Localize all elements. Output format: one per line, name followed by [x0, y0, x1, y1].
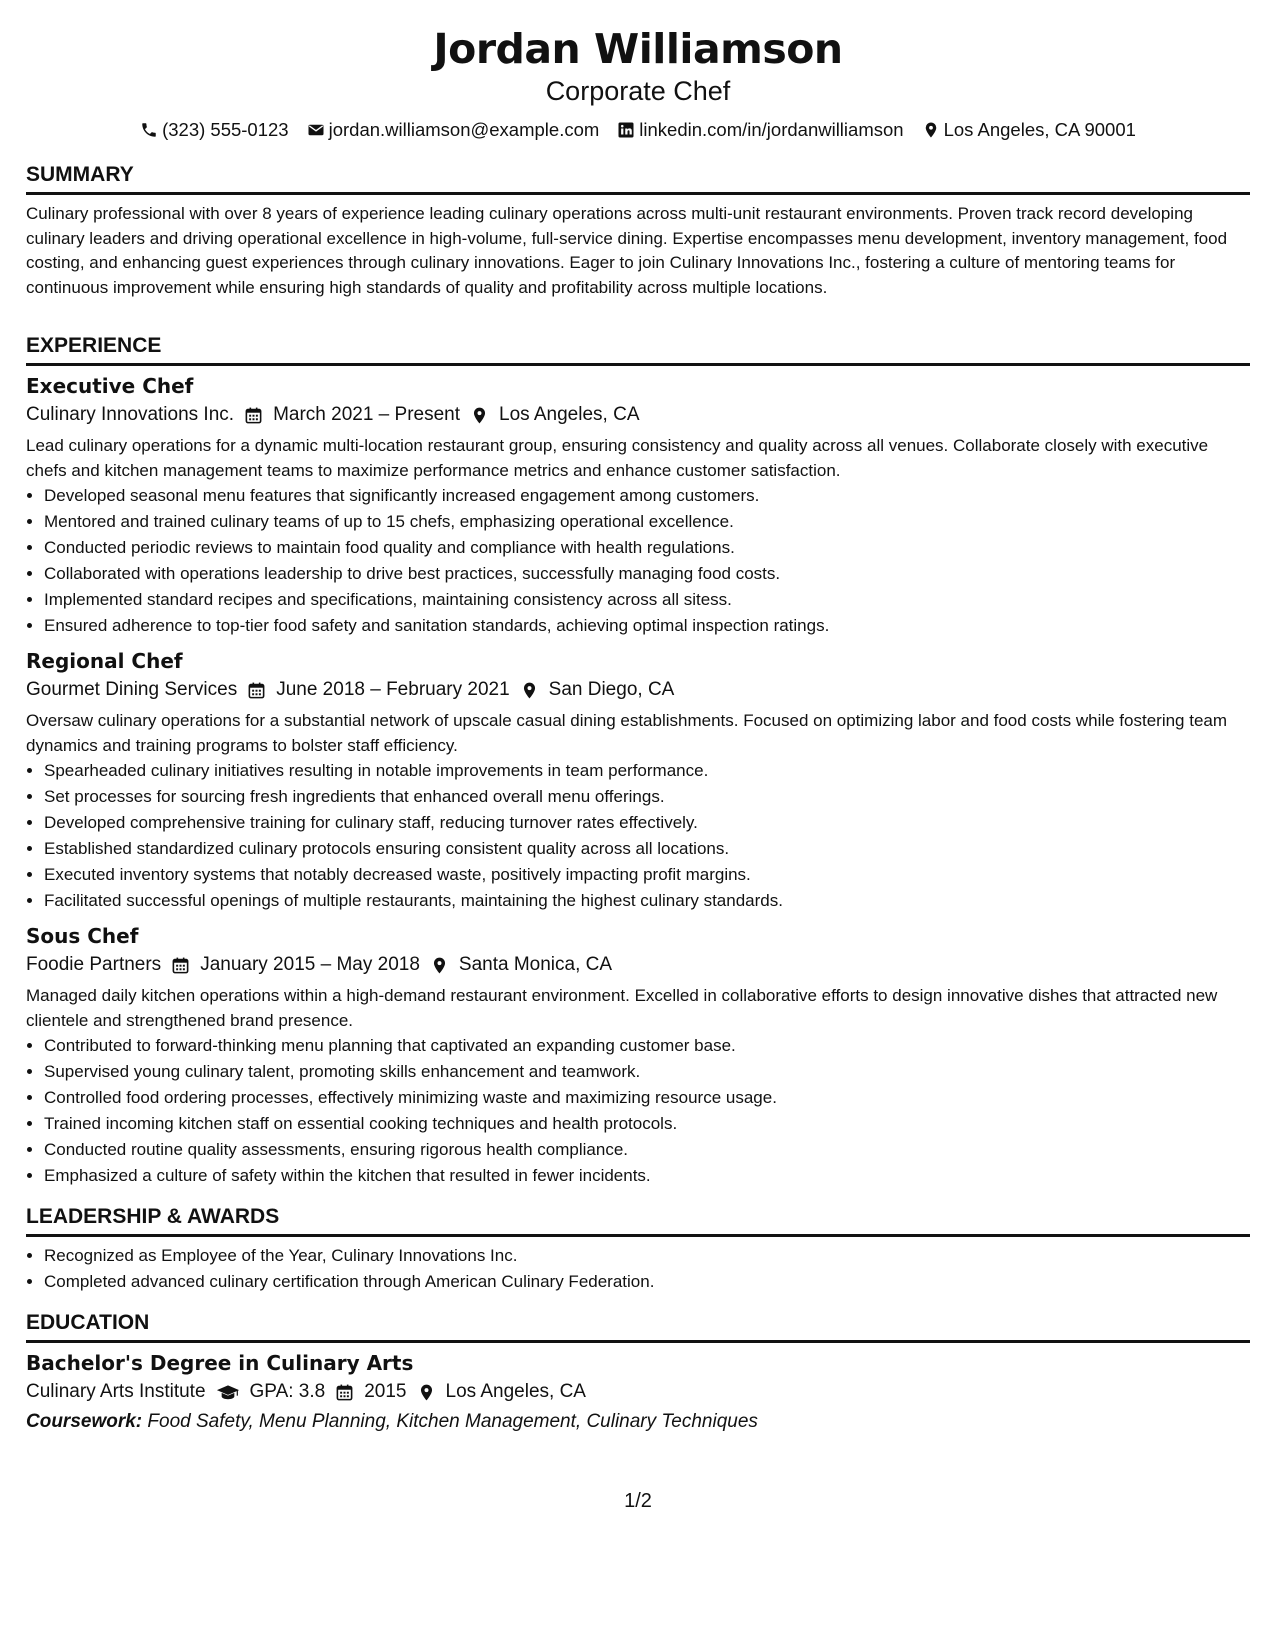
job-company: Gourmet Dining Services: [26, 679, 238, 700]
list-item: • Developed comprehensive training for culinary staff, reducing turnover rates effectively.: [44, 810, 1250, 836]
job-dates: January 2015 – May 2018: [200, 954, 420, 975]
linkedin-text[interactable]: linkedin.com/in/jordanwilliamson: [639, 119, 904, 140]
linkedin-icon: [617, 121, 635, 139]
job-dates: June 2018 – February 2021: [276, 679, 510, 700]
list-item: • Established standardized culinary protocols ensuring consistent quality across all locations.: [44, 836, 1250, 862]
section-title-leadership: LEADERSHIP & AWARDS: [26, 1204, 1250, 1237]
graduation-year: 2015: [364, 1381, 407, 1402]
job-description: Managed daily kitchen operations within a high-demand restaurant environment. Excelled in collaborative efforts to design innovative dishes that attracted new clientele and strengthened brand presence.: [26, 986, 1218, 1030]
list-item: • Implemented standard recipes and specifications, maintaining consistency across all sitess.: [44, 587, 1250, 613]
job-location: San Diego, CA: [548, 679, 675, 700]
candidate-title: Corporate Chef: [545, 76, 731, 106]
degree-title: Bachelor's Degree in Culinary Arts: [26, 1351, 414, 1375]
job-bullets: [26, 1033, 1250, 1189]
list-item: • Trained incoming kitchen staff on essential cooking techniques and health protocols.: [44, 1111, 1250, 1137]
job-location: Santa Monica, CA: [458, 954, 613, 975]
list-item: • Executed inventory systems that notably decreased waste, positively impacting profit margins.: [44, 862, 1250, 888]
contact-location: [922, 118, 1136, 142]
list-item: • Supervised young culinary talent, promoting skills enhancement and teamwork.: [44, 1059, 1250, 1085]
coursework-list: Food Safety, Menu Planning, Kitchen Management, Culinary Techniques: [147, 1411, 758, 1432]
contact-line: [26, 118, 1250, 142]
section-title-experience: EXPERIENCE: [26, 333, 1250, 366]
coursework: [26, 1407, 1250, 1437]
school-location: Los Angeles, CA: [445, 1381, 586, 1402]
location-pin-icon: [922, 121, 940, 139]
list-item: • Ensured adherence to top-tier food safety and sanitation standards, achieving optimal inspection ratings.: [44, 613, 1250, 639]
job-dates: March 2021 – Present: [273, 404, 461, 425]
list-item: • Conducted periodic reviews to maintain food quality and compliance with health regulations.: [44, 535, 1250, 561]
calendar-icon: [247, 681, 266, 700]
list-item: • Mentored and trained culinary teams of up to 15 chefs, emphasizing operational excellence.: [44, 509, 1250, 535]
job-location: Los Angeles, CA: [499, 404, 640, 425]
graduation-cap-icon: [216, 1383, 240, 1402]
location-pin-icon: [520, 681, 539, 700]
list-item: • Completed advanced culinary certification through American Culinary Federation.: [44, 1269, 1250, 1295]
candidate-name: Jordan Williamson: [433, 25, 843, 73]
list-item: • Emphasized a culture of safety within the kitchen that resulted in fewer incidents.: [44, 1163, 1250, 1189]
calendar-icon: [335, 1383, 354, 1402]
job-entry: [26, 922, 1250, 1189]
location-pin-icon: [417, 1383, 436, 1402]
resume-header: [26, 0, 1250, 142]
email-icon: [307, 121, 325, 139]
school-name: Culinary Arts Institute: [26, 1381, 206, 1402]
coursework-label: Coursework:: [26, 1411, 143, 1432]
list-item: • Set processes for sourcing fresh ingredients that enhanced overall menu offerings.: [44, 784, 1250, 810]
contact-email[interactable]: [307, 118, 600, 142]
education-meta: [26, 1377, 1250, 1407]
contact-linkedin[interactable]: [617, 118, 903, 142]
resume-page: [26, 0, 1250, 1650]
phone-icon: [140, 121, 158, 139]
experience-section: [26, 333, 1250, 1189]
leadership-bullets: [26, 1243, 1250, 1295]
list-item: • Conducted routine quality assessments, ensuring rigorous health compliance.: [44, 1137, 1250, 1163]
list-item: • Controlled food ordering processes, effectively minimizing waste and maximizing resource usage.: [44, 1085, 1250, 1111]
page-number: 1/2: [624, 1490, 652, 1512]
job-meta: [26, 400, 1250, 430]
list-item: • Collaborated with operations leadership to drive best practices, successfully managing food costs.: [44, 561, 1250, 587]
contact-phone: [140, 118, 289, 142]
job-description: Oversaw culinary operations for a substantial network of upscale casual dining establishments. Focused on optimizing labor and food costs while fostering team dynamics and training programs to bolster staff efficiency.: [26, 711, 1228, 755]
summary-section: [26, 162, 1250, 300]
location-pin-icon: [470, 406, 489, 425]
location-pin-icon: [430, 956, 449, 975]
list-item: • Recognized as Employee of the Year, Culinary Innovations Inc.: [44, 1243, 1250, 1269]
education-section: [26, 1310, 1250, 1437]
section-title-education: EDUCATION: [26, 1310, 1250, 1343]
job-bullets: [26, 758, 1250, 914]
job-title: Executive Chef: [26, 374, 194, 398]
job-company: Foodie Partners: [26, 954, 162, 975]
leadership-section: [26, 1204, 1250, 1295]
job-meta: [26, 675, 1250, 705]
section-title-summary: SUMMARY: [26, 162, 1250, 195]
job-title: Sous Chef: [26, 924, 139, 948]
location-text: Los Angeles, CA 90001: [943, 119, 1136, 140]
job-description: Lead culinary operations for a dynamic multi-location restaurant group, ensuring consistency and quality across all venues. Collaborate closely with executive chefs and kitchen management teams to maximize performance metrics and enhance customer satisfaction.: [26, 436, 1209, 480]
gpa: GPA: 3.8: [249, 1381, 326, 1402]
job-entry: [26, 372, 1250, 639]
calendar-icon: [244, 406, 263, 425]
phone-text: (323) 555-0123: [162, 119, 289, 140]
email-text[interactable]: jordan.williamson@example.com: [328, 119, 600, 140]
job-title: Regional Chef: [26, 649, 183, 673]
list-item: • Spearheaded culinary initiatives resulting in notable improvements in team performance.: [44, 758, 1250, 784]
summary-text: Culinary professional with over 8 years of experience leading culinary operations across multi-unit restaurant environments. Proven track record developing culinary leaders and driving operational excellence in high-volume, full-service dining. Expertise encompasses menu development, inventory management, food costing, and enhancing guest experiences through culinary innovations. Eager to join Culinary Innovations Inc., fostering a culture of mentoring teams for continuous improvement while ensuring high standards of quality and profitability across multiple locations.: [26, 204, 1228, 297]
job-meta: [26, 950, 1250, 980]
list-item: • Developed seasonal menu features that significantly increased engagement among customers.: [44, 483, 1250, 509]
list-item: • Contributed to forward-thinking menu planning that captivated an expanding customer base.: [44, 1033, 1250, 1059]
job-bullets: [26, 483, 1250, 639]
job-entry: [26, 647, 1250, 914]
job-company: Culinary Innovations Inc.: [26, 404, 235, 425]
calendar-icon: [171, 956, 190, 975]
list-item: • Facilitated successful openings of multiple restaurants, maintaining the highest culinary standards.: [44, 888, 1250, 914]
